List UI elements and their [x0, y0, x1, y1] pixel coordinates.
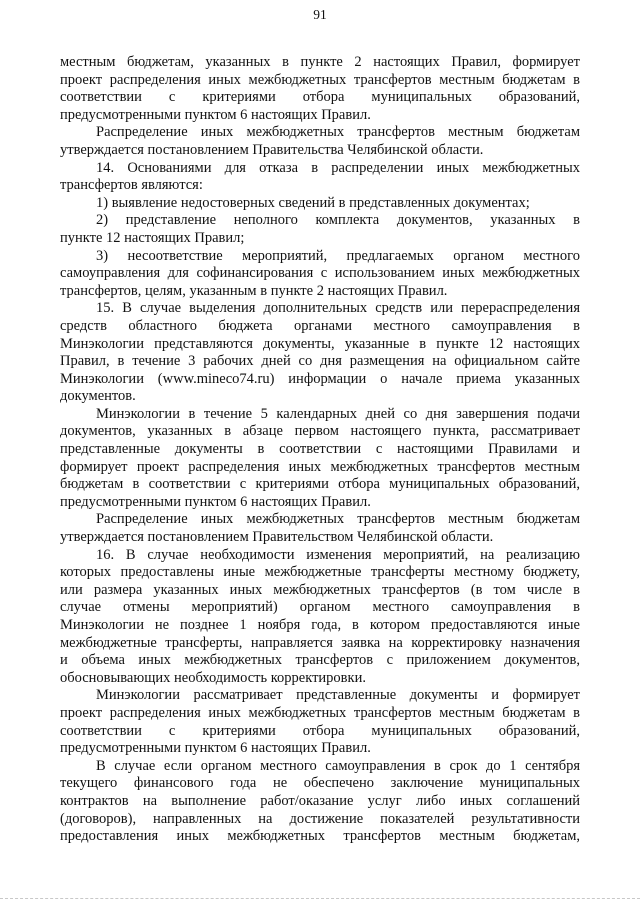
- text-line: 16. В случае необходимости изменения мероприятий, на реализацию: [96, 546, 580, 563]
- text-line: 3) несоответствие мероприятий, предлагаемых органом местного: [96, 247, 580, 264]
- paragraph-clause-16: [60, 547, 580, 688]
- text-line: Распределение иных межбюджетных трансфертов местным бюджетам: [96, 511, 580, 528]
- text-line: утверждается постановлением Правительства Челябинской области.: [60, 141, 484, 158]
- text-line: Минэкологии рассматривает представленные документы и формирует: [96, 687, 580, 704]
- paragraph: [60, 687, 580, 757]
- text-line: обосновывающих необходимость корректировки.: [60, 669, 366, 686]
- text-line: межбюджетные трансферты, направляется заявка на корректировку назначения: [60, 634, 580, 651]
- text-line: документов, указанных в абзаце первом настоящего пункта, рассматривает: [60, 423, 580, 440]
- text-line: самоуправления для софинансирования с использованием иных межбюджетных: [60, 265, 580, 282]
- paragraph: [60, 511, 580, 546]
- document-body: [60, 54, 580, 846]
- scan-bottom-edge: [0, 898, 640, 899]
- text-line: представленные документы в соответствии с настоящими Правилами и: [60, 441, 580, 458]
- text-line: Минэкологии представляются документы, указанные в пункте 12 настоящих: [60, 335, 580, 352]
- paragraph-clause-15: [60, 300, 580, 406]
- text-line: бюджетам в соответствии с критериями отбора муниципальных образований,: [60, 476, 580, 493]
- text-line: и объема иных межбюджетных трансфертов с приложением документов,: [60, 652, 580, 669]
- text-line: предоставления иных межбюджетных трансфертов местным бюджетам,: [60, 828, 580, 845]
- text-line: 15. В случае выделения дополнительных средств или перераспределения: [96, 300, 580, 317]
- text-line: трансфертов являются:: [60, 177, 203, 194]
- text-line: формирует проект распределения иных межбюджетных трансфертов местным: [60, 458, 580, 475]
- text-line: (договоров), направленных на достижение показателей результативности: [60, 810, 580, 827]
- text-line: контрактов на выполнение работ/оказание услуг либо иных соглашений: [60, 792, 580, 809]
- text-line: Правил, в течение 3 рабочих дней со дня размещения на официальном сайте: [60, 353, 580, 370]
- text-line: документов.: [60, 388, 136, 405]
- text-line: соответствии с критериями отбора муниципальных образований,: [60, 89, 580, 106]
- text-line: текущего финансового года не обеспечено заключение муниципальных: [60, 775, 580, 792]
- text-line: или размера указанных иных межбюджетных трансфертов (в том числе в: [60, 581, 580, 598]
- text-line: предусмотренными пунктом 6 настоящих Правил.: [60, 493, 371, 510]
- text-line: проект распределения иных межбюджетных трансфертов местным бюджетам в: [60, 704, 580, 721]
- text-line: местным бюджетам, указанных в пункте 2 настоящих Правил, формирует: [60, 54, 580, 70]
- text-line: 1) выявление недостоверных сведений в представленных документах;: [96, 194, 530, 211]
- paragraph: [60, 124, 580, 159]
- text-line: 14. Основаниями для отказа в распределении иных межбюджетных: [96, 159, 580, 176]
- paragraph-clause-14: [60, 160, 580, 195]
- text-line: которых предоставлены иные межбюджетные трансферты местному бюджету,: [60, 564, 580, 581]
- list-item-1: [60, 195, 580, 213]
- paragraph-continuation: [60, 54, 580, 124]
- list-item-2: [60, 212, 580, 247]
- text-line: проект распределения иных межбюджетных трансфертов местным бюджетам в: [60, 71, 580, 88]
- list-item-3: [60, 248, 580, 301]
- text-line: Распределение иных межбюджетных трансфертов местным бюджетам: [96, 124, 580, 141]
- text-line: 2) представление неполного комплекта документов, указанных в: [96, 212, 580, 229]
- text-line: Минэкологии не позднее 1 ноября года, в котором предоставляются иные: [60, 617, 580, 633]
- text-line: Минэкологии (www.mineco74.ru) информации о начале приема указанных: [60, 370, 580, 387]
- paragraph: [60, 758, 580, 846]
- text-line: предусмотренными пунктом 6 настоящих Правил.: [60, 106, 371, 123]
- text-line: утверждается постановлением Правительством Челябинской области.: [60, 529, 494, 546]
- text-line: трансфертов, целям, указанным в пункте 2 настоящих Правил.: [60, 282, 448, 299]
- text-line: В случае если органом местного самоуправления в срок до 1 сентября: [96, 757, 580, 774]
- text-line: случае отмены мероприятий) органом местного самоуправления в: [60, 599, 580, 616]
- text-line: соответствии с критериями отбора муниципальных образований,: [60, 722, 580, 739]
- text-line: средств областного бюджета органами местного самоуправления в: [60, 317, 580, 334]
- page-number: 91: [313, 7, 327, 22]
- text-line: пункте 12 настоящих Правил;: [60, 229, 245, 246]
- paragraph: [60, 406, 580, 512]
- text-line: Минэкологии в течение 5 календарных дней со дня завершения подачи: [96, 405, 580, 422]
- text-line: предусмотренными пунктом 6 настоящих Правил.: [60, 740, 371, 757]
